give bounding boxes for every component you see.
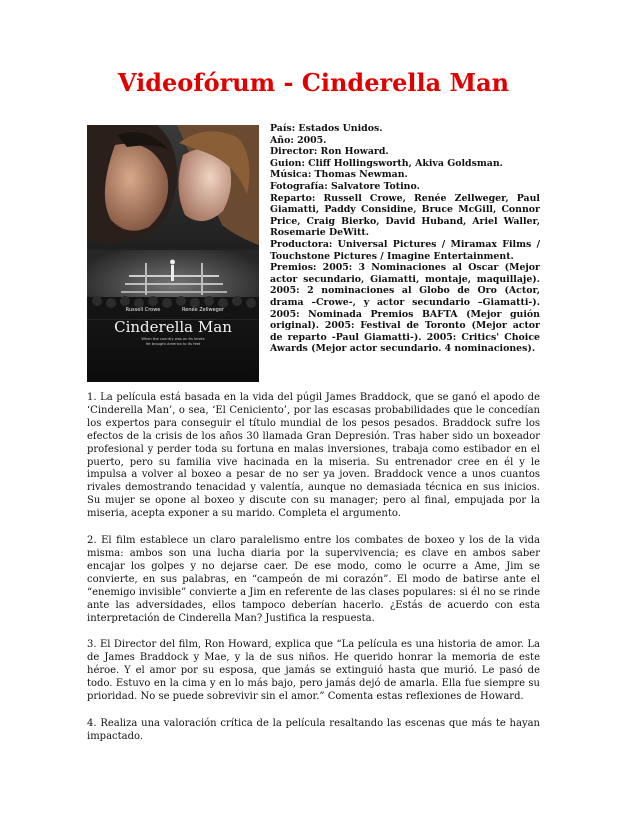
fact-producer: Productora: Universal Pictures / Miramax Films / Touchstone Pictures / Imagine Entertainment. — [270, 238, 540, 262]
fact-year: Año: 2005. — [270, 134, 327, 146]
poster-actor1: Russell Crowe — [125, 307, 161, 313]
poster-tagline2: He brought America to its feet — [145, 342, 201, 346]
questions — [87, 392, 540, 758]
fact-cast: Reparto: Russell Crowe, Renée Zellweger, Paul Giamatti, Paddy Considine, Bruce McGill, Connor Price, Craig Bierko, David Huband, Ariel Waller, Rosemarie DeWitt. — [270, 192, 540, 239]
fact-country: País: Estados Unidos. — [270, 123, 383, 134]
question-4: 4. Realiza una valoración crítica de la película resaltando las escenas que más te hayan impactado. — [87, 717, 540, 742]
question-3: 3. El Director del film, Ron Howard, explica que “La película es una historia de amor. La de James Braddock y Mae, y la de sus niños. He querido honrar la memoria de este héroe. Y el amor por su esposa, que jamás se extinguió hasta que murió. Le pasó de todo. Estuvo en la cima y en lo más bajo, pero jamás dejó de amarla. Ella fue siempre su prioridad. No se puede sobrevivir sin el amor.” Comenta estas reflexiones de Howard. — [87, 639, 540, 703]
fact-music: Música: Thomas Newman. — [270, 169, 408, 181]
page-title: Videofórum - Cinderella Man — [117, 68, 510, 97]
poster-actor2: Renée Zellweger — [182, 307, 224, 313]
fact-director: Director: Ron Howard. — [270, 146, 389, 158]
fact-awards: Premios: 2005: 3 Nominaciones al Oscar (Mejor actor secundario, Giamatti, montaje, maquillaje). 2005: 2 nominaciones al Globo de Oro (Actor, drama –Crowe-, y actor secundario –Giamatti-). 2005: Nominada Premios BAFTA (Mejor guión original). 2005: Festival de Toronto (Mejor actor de reparto -Paul Giamatti-). 2005: Critics' Choice Awards (Mejor actor secundario. 4 nominaciones). — [270, 262, 540, 355]
question-1: 1. La película está basada en la vida del púgil James Braddock, que se ganó el apodo de ‘Cinderella Man’, o sea, ‘El Ceniciento’, por las escasas probabilidades que le concedían los expertos para conseguir el título mundial de los pesos pesados. Braddock sufre los efectos de la crisis de los años 30 llamada Gran Depresión. Tras haber sido un boxeador profesional y perder toda su fortuna en malas inversiones, trabaja como estibador en el puerto, pero su familia vive hacinada en la miseria. Su entrenador cree en él y le impulsa a volver al boxeo a pesar de no ser ya joven. Braddock vence a unos cuantos rivales demostrando tenacidad y valentía, aunque no demasiada técnica en sus inicios. Su mujer se opone al boxeo y discute con su manager; pero al final, empujada por la miseria, acepta exponer a su marido. Completa el argumento. — [87, 392, 540, 520]
poster-tagline1: When the country was on its knees — [141, 337, 205, 341]
fact-photography: Fotografía: Salvatore Totino. — [270, 180, 420, 192]
question-2: 2. El film establece un claro paralelismo entre los combates de boxeo y los de la vida misma: ambos son una lucha diaria por la supervivencia; es clave en ambos saber encajar los golpes y no dejarse caer. De ese modo, como le ocurre a Ame, Jim se convierte, en sus palabras, en “campeón de mi corazón”. El modo de batirse ante el “enemigo invisible” convierte a Jim en referente de las clases populares: si él no se rinde ante las adversidades, ellos tampoco deberían hacerlo. ¿Estás de acuerdo con esta interpretación de Cinderella Man? Justifica la respuesta. — [87, 535, 540, 624]
poster-film-title: Cinderella Man — [114, 318, 232, 336]
movie-poster — [87, 125, 259, 382]
fact-screenplay: Guion: Cliff Hollingsworth, Akiva Goldsman. — [270, 157, 503, 169]
film-facts — [270, 123, 540, 355]
poster-ring-scene — [87, 250, 259, 320]
